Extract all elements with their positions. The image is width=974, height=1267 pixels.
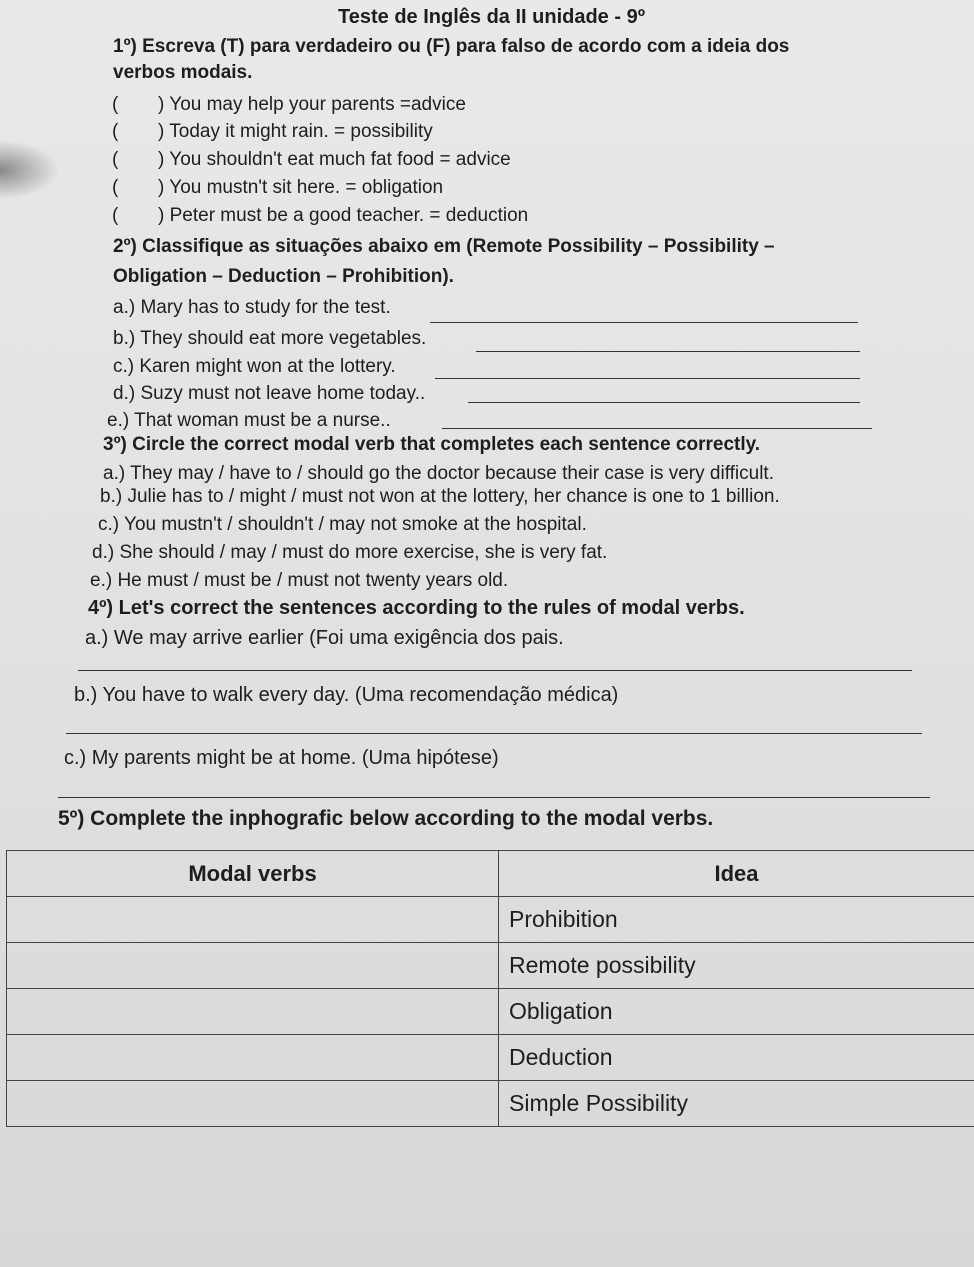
idea-cell: Prohibition bbox=[499, 897, 974, 943]
answer-slot[interactable]: ( bbox=[112, 121, 119, 142]
answer-line[interactable] bbox=[476, 351, 860, 352]
q2-item-text: e.) That woman must be a nurse.. bbox=[107, 410, 391, 431]
q1-item-text: ) You shouldn't eat much fat food = advice bbox=[158, 149, 511, 170]
idea-cell: Obligation bbox=[499, 989, 974, 1035]
modal-verb-cell[interactable] bbox=[7, 1081, 499, 1127]
q2-heading: 2º) Classifique as situações abaixo em (Remote Possibility – Possibility – bbox=[113, 236, 775, 257]
idea-cell: Deduction bbox=[499, 1035, 974, 1081]
answer-slot[interactable]: ( bbox=[112, 205, 119, 226]
q4-item: c.) My parents might be at home. (Uma hipótese) bbox=[64, 747, 499, 769]
q1-heading-cont: verbos modais. bbox=[113, 62, 253, 83]
q1-item bbox=[112, 94, 466, 116]
q2-item-text: c.) Karen might won at the lottery. bbox=[113, 356, 396, 377]
answer-line[interactable] bbox=[468, 402, 860, 403]
answer-line[interactable] bbox=[430, 322, 858, 323]
modal-verb-cell[interactable] bbox=[7, 989, 499, 1035]
q1-item bbox=[112, 149, 511, 171]
q4-item: b.) You have to walk every day. (Uma recomendação médica) bbox=[74, 684, 619, 706]
q1-item bbox=[112, 121, 433, 143]
modal-verb-cell[interactable] bbox=[7, 1035, 499, 1081]
q1-item-text: ) Peter must be a good teacher. = deduction bbox=[158, 205, 529, 226]
answer-slot[interactable]: ( bbox=[112, 94, 119, 115]
q2-item-text: a.) Mary has to study for the test. bbox=[113, 297, 391, 318]
table-row bbox=[7, 1035, 974, 1081]
answer-line[interactable] bbox=[58, 797, 930, 798]
q3-item: e.) He must / must be / must not twenty years old. bbox=[90, 570, 509, 591]
q3-item: d.) She should / may / must do more exercise, she is very fat. bbox=[92, 542, 608, 563]
answer-line[interactable] bbox=[435, 378, 860, 379]
modal-verb-cell[interactable] bbox=[7, 897, 499, 943]
q1-item bbox=[112, 205, 528, 227]
q1-item bbox=[112, 177, 443, 199]
table-row bbox=[7, 1081, 974, 1127]
q1-item-text: ) Today it might rain. = possibility bbox=[158, 121, 433, 142]
answer-line[interactable] bbox=[78, 670, 912, 671]
q2-item bbox=[113, 328, 426, 350]
idea-cell: Simple Possibility bbox=[499, 1081, 974, 1127]
q2-item bbox=[113, 297, 391, 319]
q1-item-text: ) You mustn't sit here. = obligation bbox=[158, 177, 444, 198]
column-header-idea: Idea bbox=[499, 851, 974, 897]
table-row bbox=[7, 989, 974, 1035]
q4-heading: 4º) Let's correct the sentences according to the rules of modal verbs. bbox=[88, 597, 745, 619]
q3-item: c.) You mustn't / shouldn't / may not smoke at the hospital. bbox=[98, 514, 587, 535]
answer-line[interactable] bbox=[66, 733, 922, 734]
table-row bbox=[7, 943, 974, 989]
answer-line[interactable] bbox=[442, 428, 872, 429]
q3-item: b.) Julie has to / might / must not won at the lottery, her chance is one to 1 billion. bbox=[100, 486, 780, 507]
q3-item: a.) They may / have to / should go the doctor because their case is very difficult. bbox=[103, 463, 774, 484]
q5-heading: 5º) Complete the inphografic below according to the modal verbs. bbox=[58, 807, 714, 830]
answer-slot[interactable]: ( bbox=[112, 149, 119, 170]
q1-item-text: ) You may help your parents =advice bbox=[158, 94, 466, 115]
q4-item: a.) We may arrive earlier (Foi uma exigência dos pais. bbox=[85, 627, 564, 649]
modal-verb-cell[interactable] bbox=[7, 943, 499, 989]
table-header-row bbox=[7, 851, 974, 897]
table-row bbox=[7, 897, 974, 943]
modal-verbs-table bbox=[6, 850, 974, 1127]
test-title: Teste de Inglês da II unidade - 9º bbox=[338, 6, 646, 28]
q3-heading: 3º) Circle the correct modal verb that completes each sentence correctly. bbox=[103, 434, 761, 455]
q2-item bbox=[107, 410, 391, 432]
q2-item bbox=[113, 356, 396, 378]
column-header-modal-verbs: Modal verbs bbox=[7, 851, 499, 897]
answer-slot[interactable]: ( bbox=[112, 177, 119, 198]
idea-cell: Remote possibility bbox=[499, 943, 974, 989]
q2-item-text: b.) They should eat more vegetables. bbox=[113, 328, 427, 349]
q2-item-text: d.) Suzy must not leave home today.. bbox=[113, 383, 426, 404]
q2-heading-cont: Obligation – Deduction – Prohibition). bbox=[113, 266, 454, 287]
paper-shadow bbox=[0, 140, 60, 200]
q1-heading: 1º) Escreva (T) para verdadeiro ou (F) para falso de acordo com a ideia dos bbox=[113, 36, 790, 57]
q2-item bbox=[113, 383, 425, 405]
